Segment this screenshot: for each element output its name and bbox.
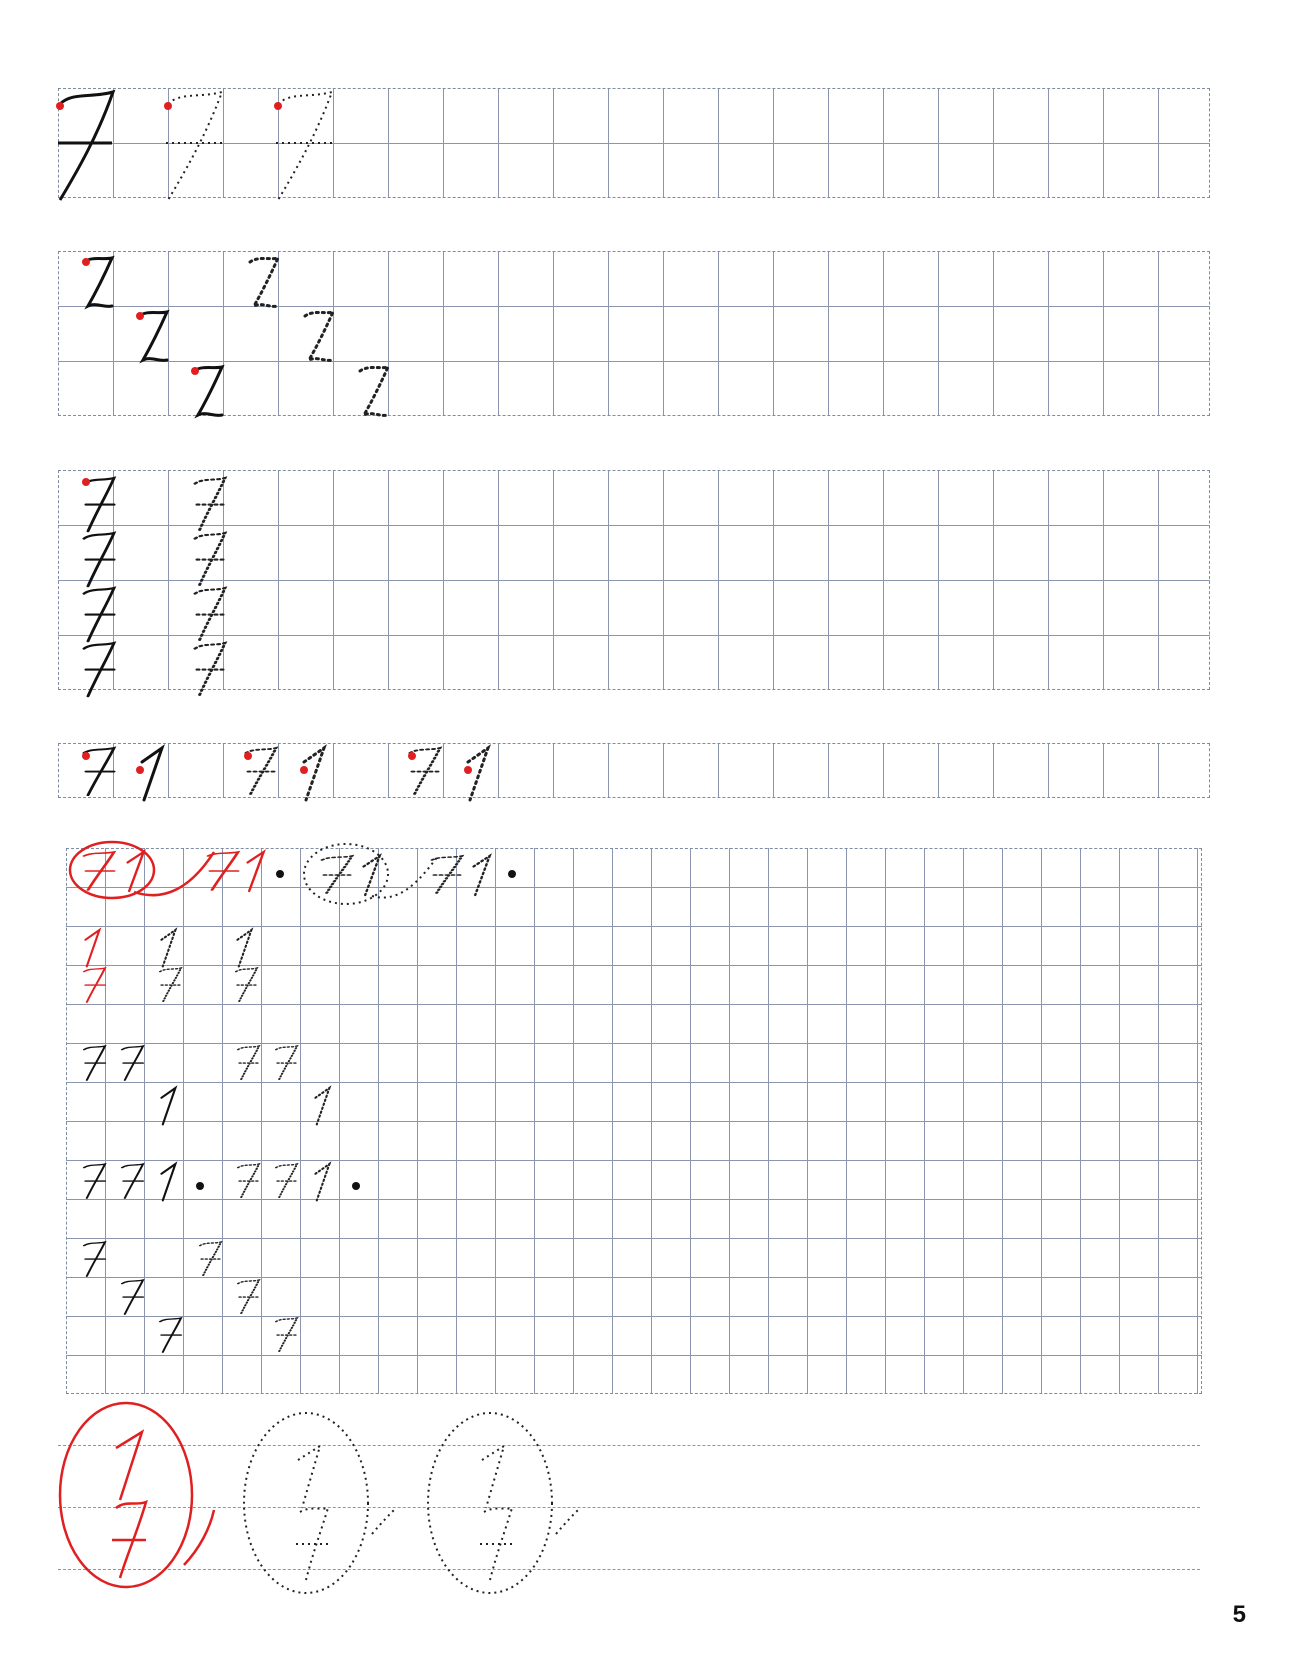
traced-seven-one-1 <box>244 748 324 800</box>
model-seven-large <box>56 92 113 200</box>
traced-seven-one-2 <box>408 748 488 800</box>
model-771-period <box>84 1164 204 1200</box>
red-oval-one-seven <box>60 1403 214 1587</box>
model-77-1 <box>84 1046 175 1124</box>
traced-oval-one-seven-2 <box>428 1413 580 1593</box>
traced-sevens-diagonal-small <box>200 1242 297 1352</box>
model-sevens-diagonal-small <box>84 1242 181 1352</box>
model-sevens-stacked <box>82 478 114 696</box>
model-sevens-diagonal <box>82 258 222 415</box>
traced-one-over-seven-1 <box>160 930 181 1002</box>
traced-seven-2 <box>274 92 332 200</box>
period-dot-traced-row <box>508 870 516 878</box>
period-dot-red-row <box>276 870 284 878</box>
traced-77-1 <box>238 1046 329 1124</box>
traced-sevens-diagonal <box>250 258 388 415</box>
traced-771-period <box>238 1164 360 1200</box>
red-model-71-connected <box>70 842 264 898</box>
traced-71-connected <box>304 844 490 904</box>
red-one-over-seven <box>84 930 105 1002</box>
traced-seven-1 <box>164 92 222 200</box>
model-seven-one <box>82 748 162 800</box>
page-number: 5 <box>1232 1601 1246 1628</box>
traced-sevens-stacked <box>195 478 225 696</box>
traced-oval-one-seven-1 <box>244 1413 396 1593</box>
traced-one-over-seven-2 <box>236 930 257 1002</box>
